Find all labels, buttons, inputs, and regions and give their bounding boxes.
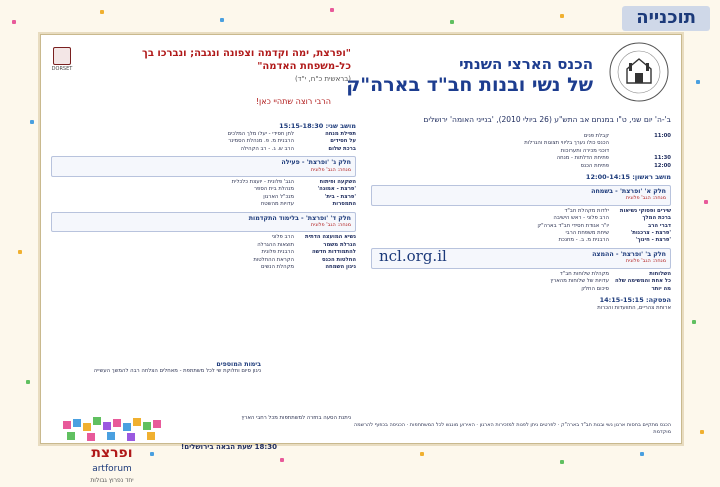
- schedule-row: [51, 146, 356, 153]
- schedule-row: [51, 249, 356, 256]
- main-title-line1: הכנס הארצי השנתי: [459, 55, 593, 73]
- confetti-dot: [18, 250, 22, 254]
- topic-title: חלק ב' 'ופרצת' - ההמצה: [592, 250, 666, 258]
- program-card: [40, 34, 682, 484]
- mosaic-graphic: [63, 417, 161, 441]
- row-text: יו"ר אגודת חסידי חב"ד בארה"ק: [537, 222, 609, 229]
- schedule-row: [371, 133, 671, 140]
- confetti-dot: [12, 20, 16, 24]
- schedule-row: [51, 131, 356, 138]
- row-text: הרב ש. ג. - רב הקהילה: [240, 145, 294, 152]
- row-label: השלוחות: [649, 270, 671, 277]
- row-label: החלטות הכנס: [321, 256, 356, 263]
- row-time: 11:00: [654, 133, 671, 139]
- website-link[interactable]: ncl.org.il: [379, 247, 447, 265]
- logo-word-1: ופרצת: [91, 445, 133, 461]
- schedule-row: [51, 264, 356, 271]
- confetti-dot: [420, 452, 424, 456]
- confetti-dot: [696, 80, 700, 84]
- footnote: הכנס מתקיים בחסות ארגון נשי ובנות חב"ד בארה"ק · לפרטים ניתן לפנות למזכירות הארגון · האירוע מונגש לכל המשתתפות · הכניסה בכפוף להרשמה מוקדמת: [353, 422, 671, 435]
- schedule-row: [51, 179, 356, 186]
- schedule-row: [371, 223, 671, 230]
- confetti-dot: [30, 120, 34, 124]
- main-title-line2: של נשי ובנות חב"ד בארה"ק: [346, 74, 593, 96]
- organization-logo: [605, 41, 673, 103]
- break-text: ארוחת צהריים, התוועדות והכרות: [597, 304, 671, 311]
- topic-subtitle: מנחה: הגב' פלונית: [625, 258, 666, 265]
- schedule-row: [371, 215, 671, 222]
- schedule-row: [51, 138, 356, 145]
- row-text: עדויות של שלוחות מהארץ: [550, 278, 609, 285]
- row-text: תוצאות ההגרלה: [257, 241, 294, 248]
- row-text: הרבנית פלונית: [261, 249, 294, 256]
- row-label: דברי הרב: [648, 222, 671, 229]
- row-label: להתמודדות חדשה: [311, 249, 356, 256]
- row-text: סיכום החלק: [581, 285, 609, 292]
- row-label: ברכת המלך: [642, 215, 671, 222]
- topic-box: [51, 156, 356, 177]
- transport-note: ניתנת הסעה בחזרה למשתתפות מכל רחבי הארץ: [241, 415, 351, 421]
- row-time: 11:30: [654, 155, 671, 162]
- row-label: על חסידים: [330, 138, 356, 145]
- closing-heading: בימות המוספים: [216, 361, 261, 368]
- row-label: ניגון השמחה: [325, 264, 356, 271]
- schedule-row: [51, 201, 356, 208]
- session-heading: מושב שני: 15:15-18:30: [279, 122, 356, 130]
- confetti-dot: [100, 10, 104, 14]
- row-label: שירים ופסוקי נשיאות: [619, 207, 671, 214]
- confetti-dot: [692, 320, 696, 324]
- topic-box: [51, 212, 356, 233]
- closing-section: [51, 361, 261, 375]
- row-label: השקעה ופיתוח: [319, 179, 356, 186]
- row-label: מה יותר: [651, 285, 671, 292]
- schedule-row: [371, 140, 671, 147]
- row-text: הרבנית מ. פ. מנהלת הסמינר: [228, 138, 294, 145]
- row-text: הרב פלוני - ראש הישיבה: [553, 215, 609, 222]
- schedule-row: [371, 286, 671, 293]
- confetti-dot: [560, 460, 564, 464]
- row-text: מנכ"ל הארגון: [263, 193, 294, 200]
- row-text: הרב פלוני: [271, 234, 294, 241]
- dedication-line: הרבי רוצה שתהיי כאן!: [255, 97, 331, 106]
- row-label: 'פרצת - בית': [324, 193, 356, 200]
- break-heading: הפסקה: 14:15-15:15: [599, 295, 671, 304]
- row-label: 'פרצת - צרכנות': [630, 230, 671, 237]
- schedule-row: [51, 242, 356, 249]
- confetti-dot: [26, 380, 30, 384]
- row-text: מנהלת בית הספר: [254, 186, 294, 193]
- schedule-row: [371, 230, 671, 237]
- row-label: התמסרות: [332, 201, 356, 208]
- event-date-line: ב'-ה' יום שני, ט"ו במנחם אב התש"ע (26 ביולי 2010), 'בנייני האומה' ירושלים: [423, 115, 671, 124]
- row-label: 'פרצת - חינוך': [635, 237, 671, 244]
- topic-subtitle: מנחה: הגב' פלונית: [625, 195, 666, 202]
- schedule-row: [371, 278, 671, 285]
- row-text: פתיחת הדלתות - מנחה: [556, 155, 609, 162]
- dorset-label: DORSET: [51, 66, 73, 72]
- program-title-tag: תוכנייה: [622, 6, 710, 31]
- row-label: הגרלת משמר: [323, 241, 356, 248]
- closing-text: ניגון סיום וחלוקת שי לכל משתתפת - מאחלים הצלחה רבה להמשך העשייה: [93, 368, 261, 375]
- crest-icon: [53, 47, 71, 65]
- row-time: 12:00: [654, 162, 671, 169]
- confetti-dot: [220, 18, 224, 22]
- row-label: 'פרצת - אמונה': [317, 186, 356, 193]
- row-text: קבלת פנים: [583, 133, 609, 139]
- topic-title: חלק א' 'ופרצת' - בשמחה: [591, 188, 666, 196]
- schedule-row: [371, 237, 671, 244]
- event-logo: [57, 417, 167, 487]
- row-text: דוכני מכירה ותערוכות: [560, 147, 609, 154]
- dorset-logo: [51, 47, 73, 72]
- row-text: עדויות מהשטח: [260, 201, 294, 208]
- session-heading: מושב ראשון: 12:00-14:15: [585, 173, 671, 182]
- row-time: [613, 140, 671, 147]
- schedule-row: [371, 155, 671, 162]
- schedule-row: [51, 194, 356, 201]
- row-text: מקהלת הנשים: [260, 264, 294, 271]
- topic-subtitle: מנחה: הגב' פלונית: [310, 166, 351, 173]
- confetti-dot: [330, 8, 334, 12]
- schedule-row: [371, 271, 671, 278]
- schedule-row: [371, 163, 671, 170]
- schedule-right-column: [371, 133, 671, 312]
- topic-box: [371, 185, 671, 206]
- topic-title: חלק ג' 'ופרצת' - פעילה: [281, 159, 351, 167]
- row-label: תפילת מנחה: [325, 131, 356, 137]
- row-text: הרבנית מ. ב. - מחנכת: [558, 237, 609, 244]
- row-label: ברכת שלום: [328, 145, 356, 152]
- schedule-left-column: [51, 119, 356, 272]
- schedule-row: [51, 257, 356, 264]
- row-text: פתיחת הכנס: [580, 162, 609, 169]
- confetti-dot: [560, 14, 564, 18]
- row-label: נשיא המועצה הדתית: [305, 234, 356, 241]
- confetti-dot: [280, 458, 284, 462]
- logo-word-2: artforum: [92, 464, 132, 474]
- topic-subtitle: מנחה: הגב' פלונית: [310, 222, 351, 229]
- row-time: [613, 148, 671, 155]
- confetti-dot: [700, 430, 704, 434]
- end-time: 18:30 שעת הבאה בירושלים!: [181, 443, 277, 451]
- row-text: הגב' פלונית - יועצת כלכלית: [231, 179, 294, 186]
- confetti-dot: [640, 452, 644, 456]
- verse-text: "ופרצת, ימה וקדמה וצפונה ונגבה; ונברכו בך כל-משפחת האדמה": [142, 48, 351, 72]
- schedule-row: [51, 234, 356, 241]
- schedule-row: [371, 208, 671, 215]
- confetti-dot: [450, 20, 454, 24]
- row-text: הכנס כולו נערך בליווי תצוגות והגרלות: [524, 140, 609, 147]
- schedule-row: [51, 186, 356, 193]
- verse-quote: [111, 47, 351, 86]
- confetti-dot: [704, 200, 708, 204]
- row-text: ילדות מקהלת חב"ד: [564, 207, 609, 214]
- row-text: שיחת משפחת הרבי: [565, 230, 609, 237]
- row-text: מקהלת שלוחות חב"ד: [559, 270, 609, 277]
- logo-caption: יחד נפרוץ גבולות: [90, 477, 134, 484]
- row-text: לחן חסידי - יעלו מלך המלכים: [227, 131, 294, 137]
- topic-title: חלק ד' 'ופרצת' - בלימוד התקדמות: [248, 214, 351, 222]
- row-text: הקראת ההחלטות: [253, 256, 294, 263]
- row-label: כל אחת והמשימה שלה: [614, 278, 671, 285]
- verse-source: (בראשית כ"ח, י"ד): [294, 75, 351, 83]
- schedule-row: [371, 148, 671, 155]
